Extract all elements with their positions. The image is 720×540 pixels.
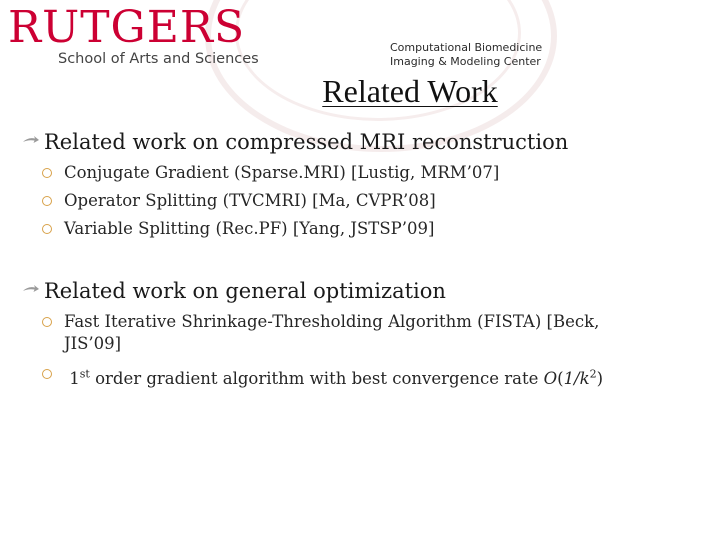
list-item-text: Variable Splitting (Rec.PF) [Yang, JSTSP’09] xyxy=(64,219,435,238)
arrow-bullet-icon xyxy=(20,284,44,298)
list-item-text: Fast Iterative Shrinkage-Thresholding Algorithm (FISTA) [Beck, JIS’09] xyxy=(64,312,600,353)
section-heading xyxy=(20,128,700,156)
section-heading-text: Related work on compressed MRI reconstruction xyxy=(44,130,569,154)
list-item-text: Conjugate Gradient (Sparse.MRI) [Lustig, MRM’07] xyxy=(64,163,500,182)
rutgers-logo: RUTGERS xyxy=(8,2,246,53)
rate-exponent: 2 xyxy=(589,367,597,380)
list-item xyxy=(20,162,700,184)
circle-bullet-icon xyxy=(42,224,52,234)
school-name: School of Arts and Sciences xyxy=(58,51,259,67)
list-item-text: 1st order gradient algorithm with best convergence rate $O(1/k^2)$ xyxy=(69,367,604,388)
ordinal-suffix: st xyxy=(79,367,90,380)
circle-bullet-icon xyxy=(42,369,52,379)
circle-bullet-icon xyxy=(42,196,52,206)
circle-bullet-icon xyxy=(42,317,52,327)
ordinal-number: 1 xyxy=(69,368,80,388)
slide-title-text: Related Work xyxy=(322,73,498,109)
list-item-text: Operator Splitting (TVCMRI) [Ma, CVPR’08] xyxy=(64,191,436,210)
list-item xyxy=(20,190,700,212)
item-text: order gradient algorithm with best convergence rate xyxy=(89,368,544,388)
section-heading-text: Related work on general optimization xyxy=(44,279,446,303)
list-item xyxy=(20,218,700,240)
rate-argument: 1/k xyxy=(563,368,590,388)
section-mri-reconstruction xyxy=(20,128,700,240)
section-heading xyxy=(20,277,700,305)
list-item xyxy=(20,311,700,355)
section-general-optimization xyxy=(20,277,700,390)
arrow-bullet-icon xyxy=(20,135,44,149)
list-item xyxy=(20,363,700,390)
center-name-line1: Computational Biomedicine xyxy=(390,41,543,54)
big-o: O xyxy=(543,368,558,388)
slide-header xyxy=(0,0,720,74)
slide-title xyxy=(0,72,720,110)
center-logo xyxy=(390,41,542,69)
center-name-line2: Imaging & Modeling Center xyxy=(390,55,541,68)
circle-bullet-icon xyxy=(42,168,52,178)
